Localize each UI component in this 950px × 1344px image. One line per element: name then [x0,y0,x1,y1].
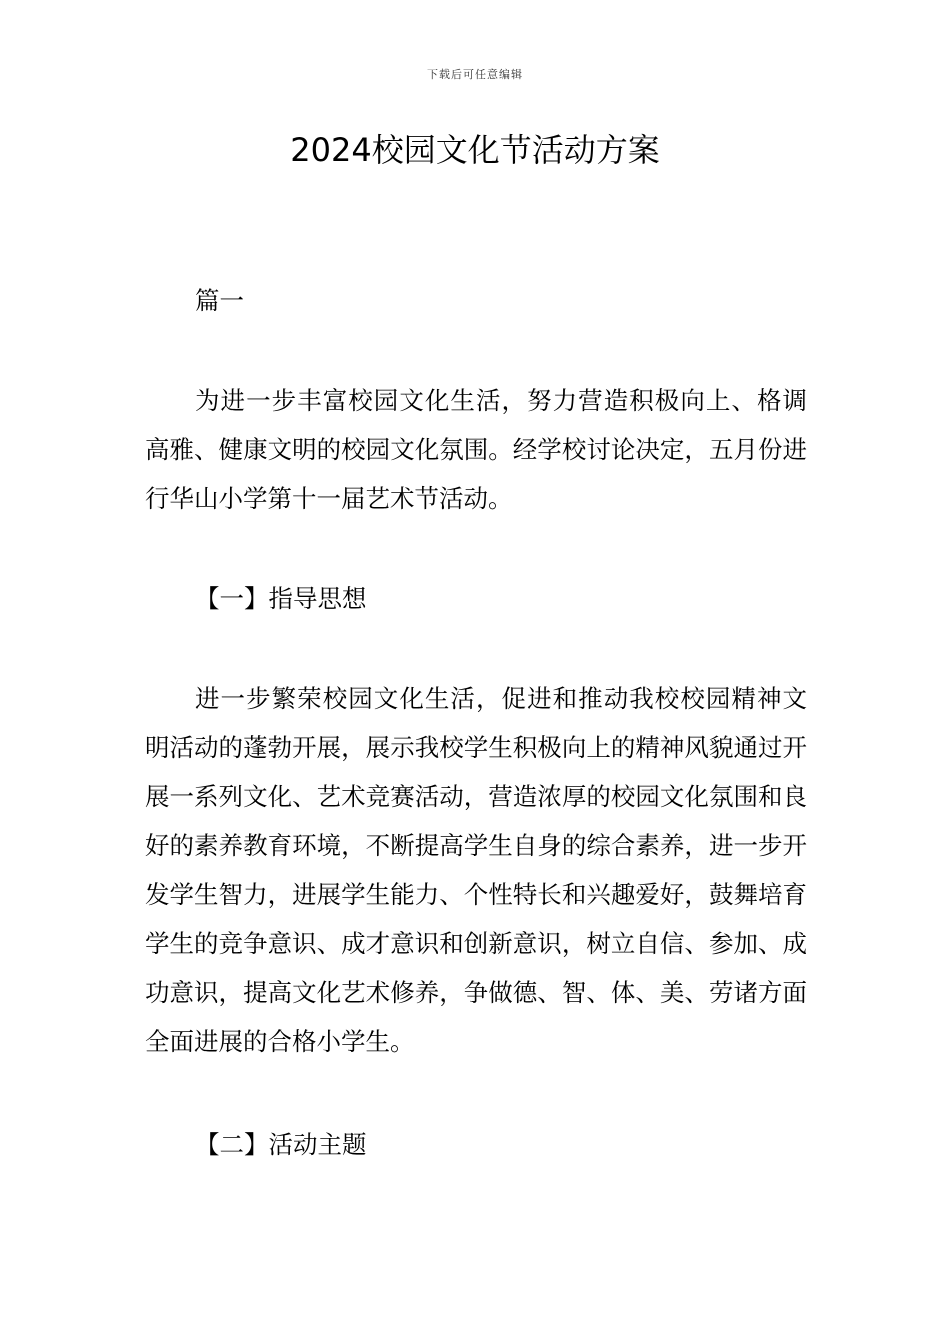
part-label: 篇一 [195,286,244,315]
intro-paragraph: 为进一步丰富校园文化生活，努力营造积极向上、格调高雅、健康文明的校园文化氛围。经学校讨论决定，五月份进行华山小学第十一届艺术节活动。 [145,386,807,513]
header-note: 下载后可任意编辑 [427,68,523,81]
document-title: 2024校园文化节活动方案 [290,131,660,169]
section-heading-guiding-thought: 【一】指导思想 [195,584,367,613]
guiding-thought-paragraph: 进一步繁荣校园文化生活，促进和推动我校校园精神文明活动的蓬勃开展，展示我校学生积极向上的精神风貌通过开展一系列文化、艺术竞赛活动，营造浓厚的校园文化氛围和良好的素养教育环境，不断提高学生自身的综合素养，进一步开发学生智力，进展学生能力、个性特长和兴趣爱好，鼓舞培育学生的竞争意识、成才意识和创新意识，树立自信、参加、成功意识，提高文化艺术修养，争做德、智、体、美、劳诸方面全面进展的合格小学生。 [145,684,807,1056]
section-heading-activity-theme: 【二】活动主题 [195,1130,367,1159]
